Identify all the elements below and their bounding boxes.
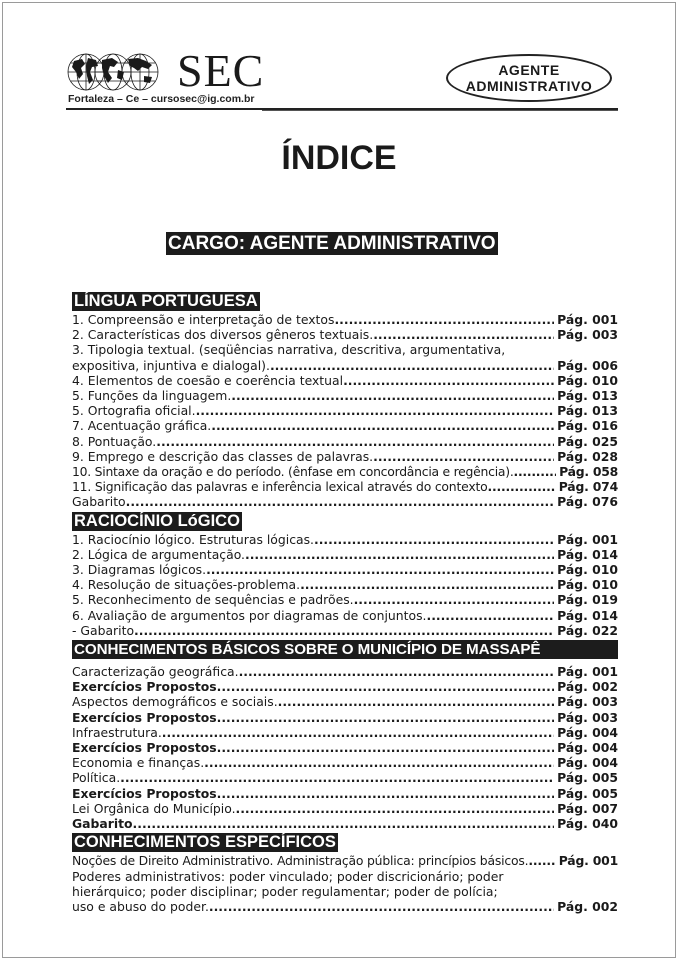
index-entry xyxy=(72,577,618,592)
entry-page: Pág. 001 xyxy=(557,312,618,327)
entry-text: Economia e finanças. xyxy=(72,755,205,771)
entry-text: 1. Compreensão e interpretação de textos xyxy=(72,312,335,327)
entry-text: 3. Tipologia textual. (seqüências narrativa, descritiva, argumentativa, xyxy=(72,342,506,358)
badge-line-1: AGENTE xyxy=(498,62,560,78)
index-entry xyxy=(72,479,618,494)
index-entry xyxy=(72,755,618,770)
entry-text: Política. xyxy=(72,770,121,786)
index-entry xyxy=(72,725,618,740)
entry-text: Exercícios Propostos. xyxy=(72,709,222,725)
entry-text: 7. Acentuação gráfica. xyxy=(72,418,212,434)
entry-text: 6. Avaliação de argumentos por diagramas de conjuntos. xyxy=(72,607,427,623)
entry-page: Pág. 010 xyxy=(557,577,618,593)
entry-page: Pág. 028 xyxy=(557,448,618,464)
entry-page: Pág. 040 xyxy=(557,816,618,832)
index-entry xyxy=(72,434,618,449)
entry-page: Pág. 006 xyxy=(557,357,618,373)
index-content xyxy=(72,290,618,914)
index-entry xyxy=(72,770,618,785)
entry-text: Gabarito. xyxy=(72,816,138,832)
entry-text: Gabarito xyxy=(72,494,126,510)
entry-text: 3. Diagramas lógicos. xyxy=(72,562,207,578)
entry-page: Pág. 058 xyxy=(559,464,618,480)
entry-page: Pág. 007 xyxy=(557,800,618,816)
entry-page: Pág. 004 xyxy=(557,724,618,740)
entry-page: Pág. 014 xyxy=(557,546,618,562)
entry-text: 10. Sintaxe da oração e do período. (ênfase em concordância e regência). xyxy=(72,464,514,480)
entry-page: Pág. 013 xyxy=(557,403,618,419)
entry-text: 9. Emprego e descrição das classes de palavras. xyxy=(72,448,374,464)
index-entry xyxy=(72,786,618,801)
section-heading-lingua-portuguesa: LÍNGUA PORTUGUESA xyxy=(74,292,258,310)
entry-page: Pág. 014 xyxy=(557,607,618,623)
page-title: ÍNDICE xyxy=(281,139,397,177)
index-entry xyxy=(72,801,618,816)
entry-text: Noções de Direito Administrativo. Administração pública: princípios básicos. xyxy=(72,853,529,869)
entry-page: Pág. 001 xyxy=(557,531,618,547)
index-entry xyxy=(72,373,618,388)
index-entry xyxy=(72,679,618,694)
entry-text-continued: expositiva, injuntiva e dialogal). xyxy=(72,357,270,373)
entry-page: Pág. 005 xyxy=(557,770,618,786)
entry-text: hierárquico; poder disciplinar; poder regulamentar; poder de polícia; xyxy=(72,883,498,899)
entry-text: 2. Lógica de argumentação. xyxy=(72,546,245,562)
index-entry xyxy=(72,494,618,509)
entry-page: Pág. 010 xyxy=(557,372,618,388)
index-entry xyxy=(72,358,618,373)
entry-page: Pág. 076 xyxy=(557,494,618,510)
entry-text: Aspectos demográficos e sociais. xyxy=(72,694,278,710)
index-entry xyxy=(72,388,618,403)
entry-page: Pág. 074 xyxy=(558,479,618,495)
index-entry xyxy=(72,449,618,464)
badge-line-2: ADMINISTRATIVO xyxy=(465,78,593,94)
section-heading-conhecimentos-especificos: CONHECIMENTOS ESPECÍFICOS xyxy=(74,833,336,852)
entry-text: uso e abuso do poder. xyxy=(72,898,209,914)
header-rule-thin xyxy=(262,110,618,111)
entry-text: 4. Resolução de situações-problema. xyxy=(72,577,301,593)
brand-name: SEC xyxy=(177,45,265,96)
entry-page: Pág. 013 xyxy=(557,388,618,404)
entry-page: Pág. 001 xyxy=(557,664,618,680)
entry-page: Pág. 019 xyxy=(557,592,618,608)
page-header xyxy=(66,45,618,110)
entry-text: 5. Ortografia oficial. xyxy=(72,403,196,419)
entry-page: Pág. 025 xyxy=(557,433,618,449)
index-entry xyxy=(72,464,618,479)
globe-logo-icon xyxy=(66,52,160,92)
index-entry xyxy=(72,899,618,914)
section-heading-raciocinio-logico: RACIOCÍNIO LóGICO xyxy=(74,511,240,530)
entry-text: - Gabarito xyxy=(72,622,135,638)
entry-page: Pág. 016 xyxy=(557,418,618,434)
cargo-banner: CARGO: AGENTE ADMINISTRATIVO xyxy=(168,233,496,254)
entry-page: Pág. 004 xyxy=(557,755,618,771)
index-entry xyxy=(72,418,618,433)
index-entry xyxy=(72,740,618,755)
entry-page: Pág. 002 xyxy=(557,898,618,914)
entry-page: Pág. 003 xyxy=(557,694,618,710)
entry-text: Exercícios Propostos. xyxy=(72,679,222,695)
entry-text: Poderes administrativos: poder vinculado; poder discricionário; poder xyxy=(72,868,504,884)
entry-page: Pág. 010 xyxy=(557,562,618,578)
entry-page: Pág. 004 xyxy=(557,740,618,756)
entry-page: Pág. 003 xyxy=(557,327,618,343)
index-entry xyxy=(72,853,618,868)
entry-text: 4. Elementos de coesão e coerência textual xyxy=(72,372,344,388)
entry-text: Caracterização geográfica. xyxy=(72,664,239,680)
index-entry xyxy=(72,403,618,418)
index-entry xyxy=(72,312,618,327)
index-entry xyxy=(72,562,618,577)
entry-page: Pág. 022 xyxy=(557,622,618,638)
entry-page: Pág. 002 xyxy=(557,679,618,695)
entry-page: Pág. 003 xyxy=(557,709,618,725)
index-entry xyxy=(72,710,618,725)
index-entry xyxy=(72,547,618,562)
entry-text: 1. Raciocínio lógico. Estruturas lógicas. xyxy=(72,531,314,547)
index-entry xyxy=(72,816,618,831)
contact-line: Fortaleza – Ce – cursosec@ig.com.br xyxy=(68,93,255,105)
entry-text: Infraestrutura. xyxy=(72,724,162,740)
entry-page: Pág. 005 xyxy=(557,785,618,801)
entry-text: Exercícios Propostos xyxy=(72,785,217,801)
index-entry xyxy=(72,608,618,623)
entry-text: Lei Orgânica do Município. xyxy=(72,800,236,816)
entry-text: 11. Significação das palavras e inferência lexical através do contexto xyxy=(72,479,488,495)
index-entry xyxy=(72,592,618,607)
index-entry xyxy=(72,664,618,679)
index-entry xyxy=(72,623,618,638)
entry-text: 2. Características dos diversos gêneros textuais. xyxy=(72,327,374,343)
entry-text: 5. Funções da linguagem. xyxy=(72,388,232,404)
course-badge xyxy=(446,54,612,102)
entry-text: 8. Pontuação. xyxy=(72,433,157,449)
entry-text: 5. Reconhecimento de sequências e padrões. xyxy=(72,592,354,608)
index-entry xyxy=(72,532,618,547)
entry-page: Pág. 001 xyxy=(558,853,618,869)
index-entry xyxy=(72,327,618,342)
index-entry xyxy=(72,694,618,709)
section-heading-municipio: CONHECIMENTOS BÁSICOS SOBRE O MUNICÍPIO DE MASSAPÊ xyxy=(72,640,618,659)
entry-text: Exercícios Propostos. xyxy=(72,740,222,756)
